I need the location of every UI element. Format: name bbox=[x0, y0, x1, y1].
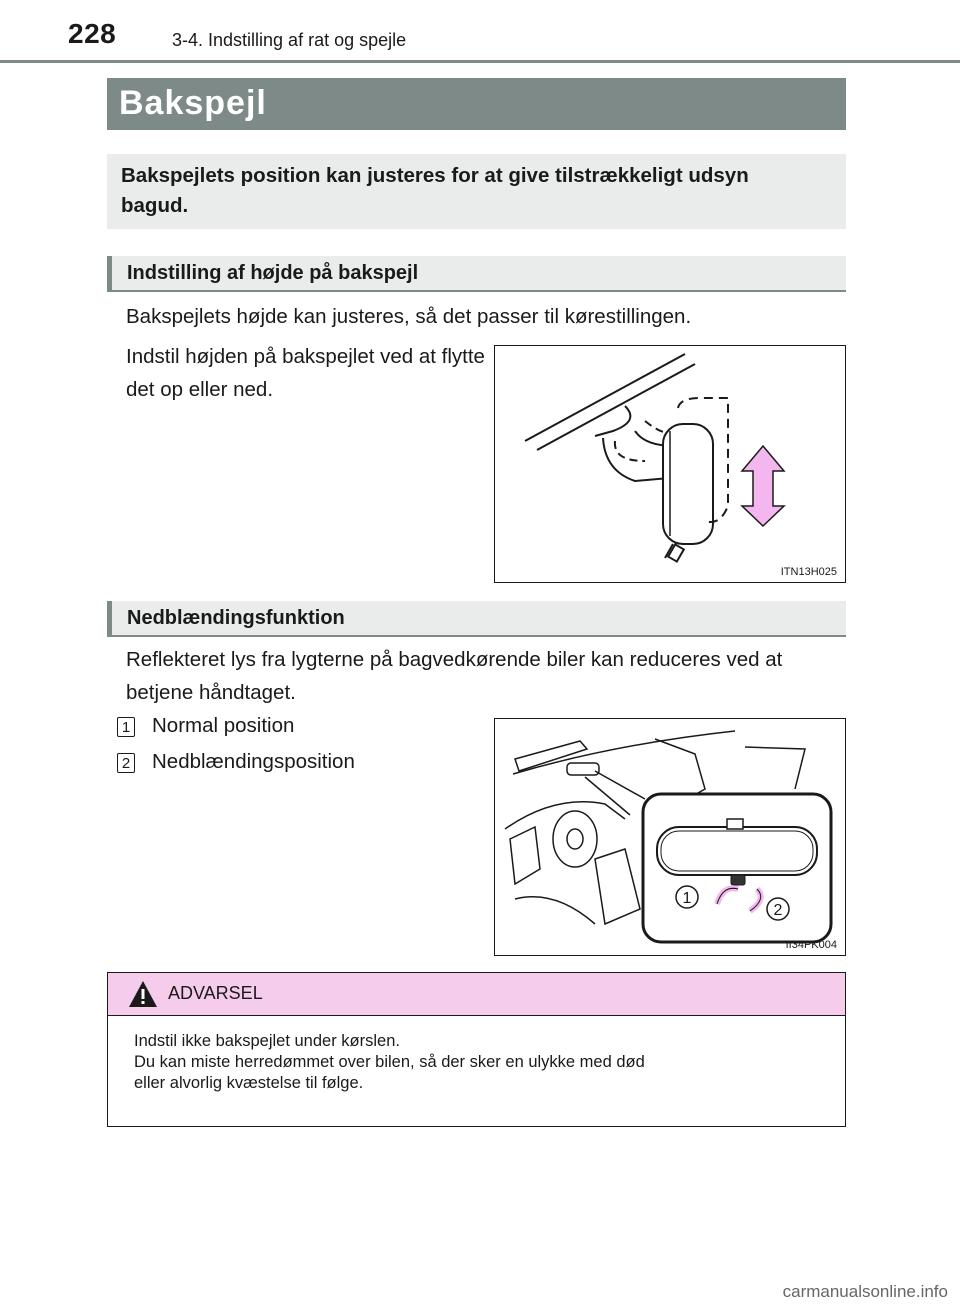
warning-header bbox=[108, 973, 845, 1016]
dimming-figure bbox=[494, 718, 846, 956]
watermark: carmanualsonline.info bbox=[782, 1282, 948, 1301]
car-interior-illustration bbox=[495, 719, 845, 955]
callout-1: 1 bbox=[682, 890, 692, 907]
dimming-paragraph: Reflekteret lys fra lygterne på bagvedkørende biler kan reduceres ved at betjene håndtaget. bbox=[126, 648, 783, 704]
running-header: 3-4. Indstilling af rat og spejle bbox=[172, 30, 407, 50]
subheading-dimming bbox=[107, 601, 846, 637]
page-title: Bakspejl bbox=[119, 84, 267, 122]
figure-code-height: ITN13H025 bbox=[780, 566, 837, 578]
warning-line-2: Du kan miste herredømmet over bilen, så der sker en ulykke med død bbox=[134, 1053, 645, 1071]
header-rule bbox=[0, 60, 960, 63]
subheading-dimming-text: Nedblændingsfunktion bbox=[127, 607, 345, 629]
item-number-badge: 2 bbox=[117, 753, 135, 773]
item-label-normal-position: Normal position bbox=[152, 714, 295, 737]
warning-title: ADVARSEL bbox=[168, 983, 263, 1003]
mirror-height-figure bbox=[494, 345, 846, 583]
intro-box bbox=[107, 154, 846, 229]
item-number-badge: 1 bbox=[117, 717, 135, 737]
figure-code-dimming: II34PK004 bbox=[785, 939, 837, 951]
warning-triangle-icon bbox=[128, 980, 158, 1008]
item-label-dimming-position: Nedblændingsposition bbox=[152, 750, 355, 773]
subheading-height bbox=[107, 256, 846, 292]
warning-box bbox=[107, 972, 846, 1127]
callout-2: 2 bbox=[773, 902, 783, 919]
warning-body bbox=[134, 1031, 824, 1094]
height-paragraph-1: Bakspejlets højde kan justeres, så det passer til kørestillingen. bbox=[126, 305, 692, 328]
subheading-height-text: Indstilling af højde på bakspejl bbox=[127, 262, 419, 284]
section-title-bar bbox=[107, 78, 846, 130]
warning-line-3: eller alvorlig kvæstelse til følge. bbox=[134, 1074, 364, 1092]
mirror-height-illustration bbox=[495, 346, 845, 582]
intro-text: Bakspejlets position kan justeres for at give tilstrækkeligt udsyn bagud. bbox=[121, 164, 749, 217]
warning-line-1: Indstil ikke bakspejlet under kørslen. bbox=[134, 1032, 400, 1050]
page-number: 228 bbox=[68, 18, 117, 49]
height-paragraph-2: Indstil højden på bakspejlet ved at flytte det op eller ned. bbox=[126, 345, 485, 401]
